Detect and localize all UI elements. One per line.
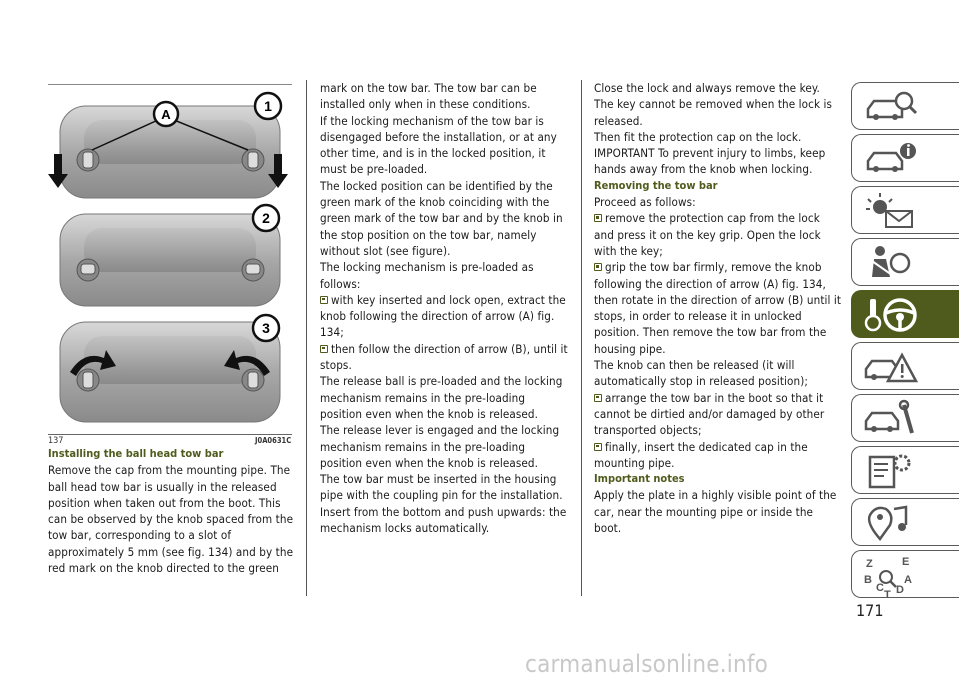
bullet-icon [594, 394, 602, 402]
section-heading: Important notes [594, 472, 685, 486]
svg-text:D: D [896, 584, 904, 596]
figure-caption-rule [48, 434, 292, 435]
warning-lights-mail-icon [862, 191, 922, 231]
column-3 [594, 80, 842, 536]
callout-2: 2 [262, 210, 270, 226]
paragraph: The tow bar must be inserted in the housing pipe with the coupling pin for the installation. Insert from the bottom and push upwards: the mechanism locks automatically. [320, 472, 567, 536]
alphabet-index-icon [862, 555, 922, 599]
page-number: 171 [856, 601, 884, 620]
tab-starting-driving[interactable] [851, 290, 959, 338]
airbag-passenger-icon [862, 243, 922, 283]
paragraph: Close the lock and always remove the key. The key cannot be removed when the lock is released. [594, 81, 833, 128]
media-location-icon [862, 503, 922, 543]
paragraph: Remove the cap from the mounting pipe. The ball head tow bar is usually in the released position when taken out from the boot. This can be observed by the knob spaced from the tow bar, corresponding to a slot of approximately 5 mm (see fig. 134) and by the red mark on the knob directed to the green [48, 463, 294, 576]
paragraph: The knob can then be released (it will automatically stop in released position); [594, 358, 809, 389]
callout-a: A [161, 107, 171, 122]
paragraph: Apply the plate in a highly visible point of the car, near the mounting pipe or inside the boot. [594, 488, 837, 536]
paragraph: The locked position can be identified by the green mark of the knob coinciding with the green mark of the tow bar and by the knob in the stop position on the tow bar, namely without slot (see figure). [320, 178, 563, 258]
bullet-icon [320, 296, 328, 304]
bullet-icon [320, 345, 328, 353]
list-item: finally, insert the dedicated cap in the mounting pipe. [594, 439, 808, 470]
section-heading: Removing the tow bar [594, 178, 718, 192]
tab-car-info[interactable] [851, 134, 959, 182]
figure-code: J0A0631C [255, 436, 292, 445]
svg-text:T: T [884, 589, 891, 599]
paragraph: mark on the tow bar. The tow bar can be installed only when in these conditions. [320, 81, 537, 112]
svg-text:A: A [904, 574, 912, 586]
car-warning-triangle-icon [862, 347, 922, 387]
bullet-icon [594, 443, 602, 451]
tab-specs[interactable] [851, 446, 959, 494]
paragraph: Proceed as follows: [594, 195, 696, 210]
svg-text:E: E [902, 556, 910, 568]
column-2 [320, 80, 570, 536]
figure-number: 137 [48, 436, 64, 446]
tab-emergency[interactable] [851, 342, 959, 390]
tab-index[interactable] [851, 550, 959, 598]
svg-text:B: B [864, 574, 872, 586]
paragraph: The release ball is pre-loaded and the locking mechanism remains in the pre-loading position even when the knob is released. [320, 374, 563, 421]
svg-text:Z: Z [866, 558, 873, 570]
list-item: with key inserted and lock open, extract the knob following the direction of arrow (A) fig. 134; [320, 292, 566, 340]
list-item: remove the protection cap from the lock and press it on the key grip. Open the lock with the key; [594, 211, 821, 258]
panel-1 [48, 93, 288, 198]
tab-multimedia[interactable] [851, 498, 959, 546]
paragraph: The locking mechanism is pre-loaded as follows: [320, 260, 534, 291]
watermark: carmanualsonline.info [525, 650, 769, 678]
paragraph: If the locking mechanism of the tow bar is disengaged before the installation, or at any other time, and is in the locked position, it must be pre-loaded. [320, 113, 557, 177]
tab-safety[interactable] [851, 238, 959, 286]
tab-servicing[interactable] [851, 394, 959, 442]
panel-2 [60, 205, 280, 306]
paragraph: IMPORTANT To prevent injury to limbs, keep hands away from the knob when locking. [594, 146, 826, 177]
car-search-icon [862, 87, 922, 127]
callout-1: 1 [264, 98, 272, 114]
figure-top-rule [48, 84, 292, 85]
tow-bar-figure [48, 88, 292, 432]
callout-3: 3 [262, 320, 270, 336]
column-1 [48, 446, 294, 576]
paragraph: Then fit the protection cap on the lock. [594, 129, 802, 144]
column-divider [581, 80, 582, 596]
list-item: then follow the direction of arrow (B), until it stops. [320, 341, 568, 373]
list-item: grip the tow bar firmly, remove the knob following the direction of arrow (A) fig. 134, then rotate in the direction of arrow (B) until it stops, in order to release it in unlocked position. Then remove the tow bar from the housing pipe. [594, 260, 842, 356]
panel-3 [60, 315, 280, 422]
specs-gear-icon [862, 451, 922, 491]
list-item: arrange the tow bar in the boot so that it cannot be dirtied and/or damaged by other transported objects; [594, 390, 825, 438]
column-divider [306, 80, 307, 596]
tab-warning-lights[interactable] [851, 186, 959, 234]
bullet-icon [594, 214, 602, 222]
section-heading: Installing the ball head tow bar [48, 447, 224, 460]
key-steering-wheel-icon [862, 295, 922, 335]
car-wrench-icon [862, 399, 922, 439]
paragraph: The release lever is engaged and the locking mechanism remains in the pre-loading position even when the knob is released. [320, 423, 560, 470]
svg-text:C: C [876, 582, 884, 594]
tab-car-search[interactable] [851, 82, 959, 130]
bullet-icon [594, 263, 602, 271]
car-info-icon [862, 139, 922, 179]
